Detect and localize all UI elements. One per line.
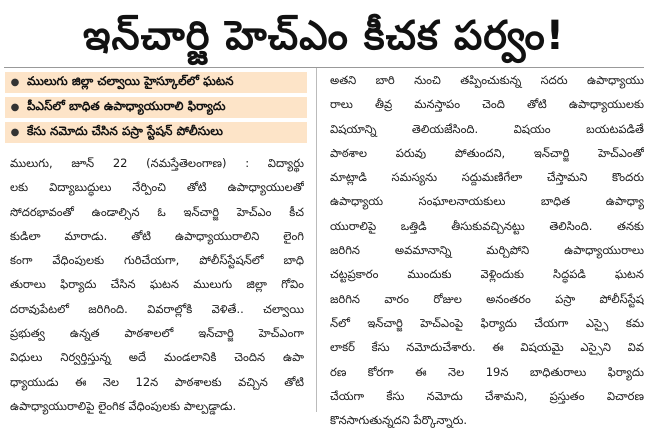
article-line: మాట్లాడి సమస్యను సద్దుమణిగేలా చేస్తామని కొందరు [330,170,644,185]
highlights-box [5,72,307,148]
article-line: తురాలు ఫిర్యాదు చేసిన ఘటన ములుగు జిల్లా గోవిం [10,277,304,292]
article-line: ధ్యాయుడు ఈ నెల 12న పాఠశాలకు వచ్చిన తోటి [10,374,304,389]
article-line: ఉపాధ్యాయ సంఘాలనాయకులు బాధిత ఉపాధ్యా [330,194,644,209]
article-line: పాఠశాల పరువు పోతుందని, ఇన్‌చార్జి హెచ్‌ఎంతో [330,145,644,160]
highlight-item [5,72,307,93]
highlight-item [5,97,307,118]
column-divider [316,68,317,412]
bullet-icon: ● [10,77,20,88]
article-line: ఉపాధ్యాయురాలిపై లైంగిక వేధింపులకు పాల్పడ్డాడు. [10,398,237,413]
article-line: ప్రభుత్వ ఉన్నత పాఠశాలలో ఇన్‌చార్జి హెచ్‌ఎంగా [10,326,304,341]
article-line: విధులు నిర్వర్తిస్తున్న అదే మండలానికి చెందిన ఉపా [10,350,304,365]
article-left-column [10,151,304,418]
article-line: ములుగు, జూన్ 22 (నమస్తేతెలంగాణ) : విద్యార్థు [10,156,304,170]
article-line: విషయాన్ని తెలియజేసింది. విషయం బయటపడితే [330,121,644,136]
article-right-column [330,68,644,432]
article-line: లకు విద్యాబుద్ధులు నేర్పించి తోటి ఉపాధ్యాయులతో [10,180,304,195]
article-line: చేయగా కేసు నమోదు చేశామని, ప్రస్తుతం విచారణ [330,388,644,403]
article-line: జరిగిన అవమానాన్ని మర్చిపోని ఉపాధ్యాయురాలు [330,243,644,258]
article-line: కంగా వేధింపులకు గురిచేయగా, పోలీస్‌స్టేషన్‌లో బాధి [10,253,304,268]
highlight-text: ములుగు జిల్లా చల్వాయి హైస్కూల్‌లో ఘటన [27,74,234,88]
article-line: రణ కోరగా ఈ నెల 19న బాధితురాలు ఫిర్యాదు [330,364,644,379]
highlight-item [5,122,307,143]
highlight-text: కేసు నమోదు చేసిన పస్రా స్టేషన్ పోలీసులు [27,124,223,138]
article-line: చట్టప్రకారం ముందుకు వెళ్లిందుకు సిద్ధపడి ఘటన [330,267,644,282]
article-line: లాకర్ కేసు నమోదుచేశారు. ఈ విషయమై ఎస్సైని వివ [330,340,644,355]
article-line: రాలు తీవ్ర మనస్తాపం చెంది తోటి ఉపాధ్యాయులకు [330,97,644,112]
article-line: కుడిలా మారాడు. తోటి ఉపాధ్యాయురాలిని లైంగి [10,228,304,243]
article-line: సోదరభావంతో ఉండాల్సిన ఓ ఇన్‌చార్జి హెచ్‌ఎం కీచ [10,204,304,219]
article-line: దరావుపేటలో జరిగింది. వివరాల్లోకి వెళితే.. చల్వాయి [10,301,304,316]
article-line: జరిగిన వారం రోజుల అనంతరం పస్రా పోలీస్‌స్టేష [330,291,644,306]
article-line: అతని బారి నుంచి తప్పించుకున్న సదరు ఉపాధ్యాయు [330,73,644,87]
article-line: కొనసాగుతున్నదని పేర్కొన్నారు. [330,413,468,428]
bullet-icon: ● [10,102,20,113]
highlight-text: పీఎస్‌లో బాధిత ఉపాధ్యాయురాలి ఫిర్యాదు [27,99,226,113]
bullet-icon: ● [10,127,20,138]
article-line: న్‌లో ఇన్‌చార్జి హెచ్‌ఎంపై ఫిర్యాదు చేయగా ఎస్సై కమ [330,315,644,330]
article-line: యురాలిపై ఒత్తిడి తీసుకువచ్చినట్టు తెలిసింది. తనకు [330,218,644,233]
headline: ఇన్‌చార్జి హెచ్‌ఎం కీచక పర్వం! [83,13,565,59]
